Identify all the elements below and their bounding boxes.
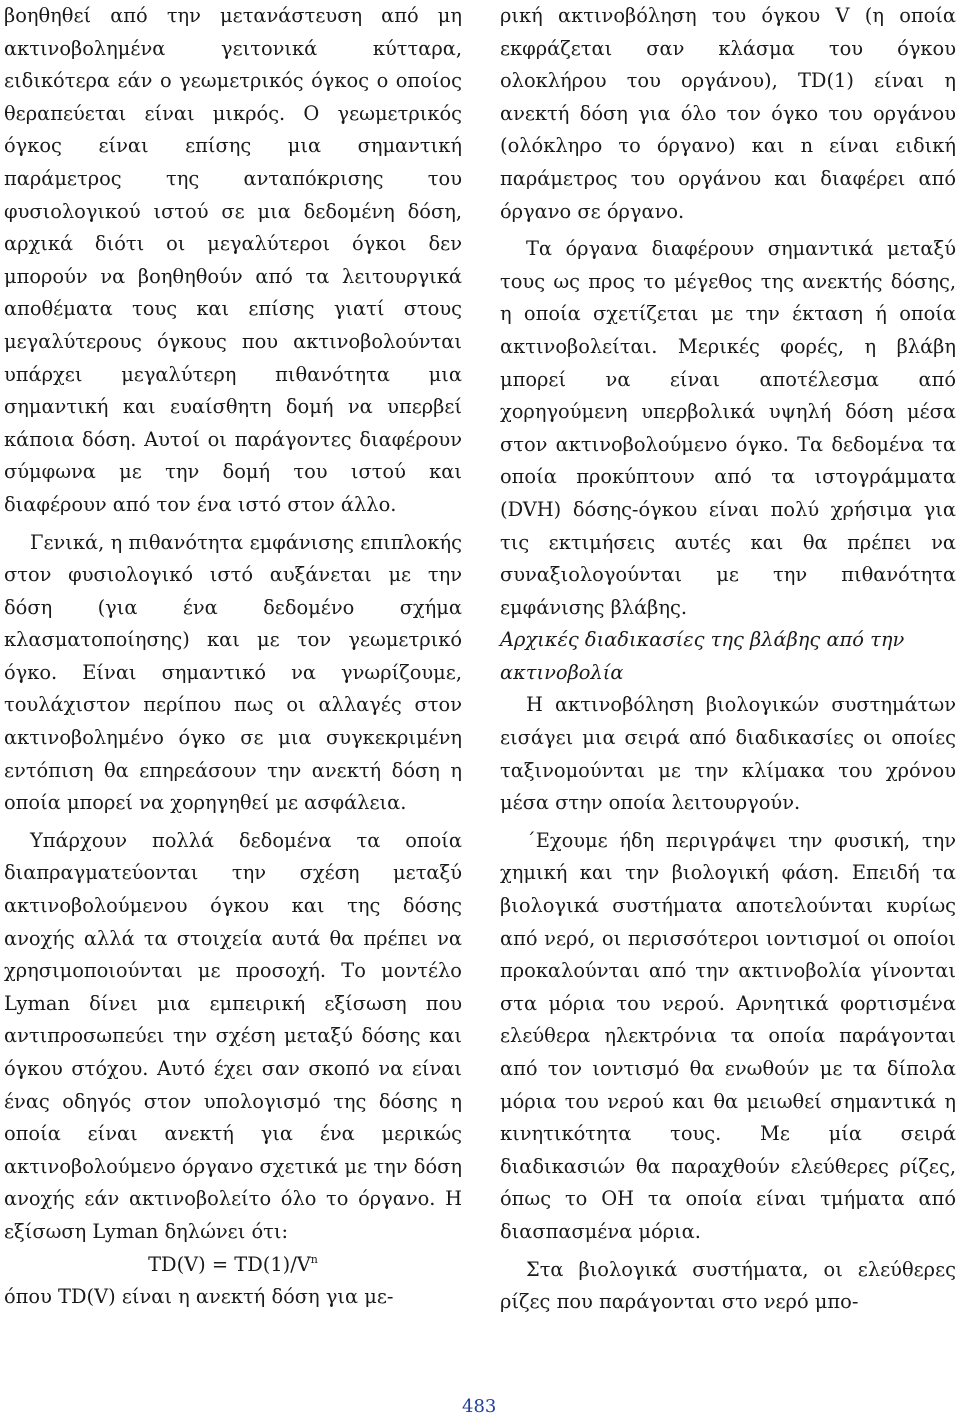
paragraph: βοηθηθεί από την μετανάστευση από μη ακτινοβολημένα γειτονικά κύτταρα, ειδικότερα εάν ο γεωμετρικός όγκος ο οποίος θεραπεύεται είναι μικρός. Ο γεωμετρικός όγκος είναι επίσης μια σημαντική παράμετρος της ανταπόκρισης του φυσιολογικού ιστού σε μια δεδομένη δόση, αρχικά διότι οι μεγαλύτεροι όγκοι δεν μπορούν να βοηθηθούν από τα λειτουργικά αποθέματα τους και επίσης γιατί στους μεγαλύτερους όγκους που ακτινοβολούνται υπάρχει μεγαλύτερη πιθανότητα μια σημαντική και ευαίσθητη δομή να υπερβεί κάποια δόση. Αυτοί οι παράγοντες διαφέρουν σύμφωνα με την δομή του ιστού και διαφέρουν από τον ένα ιστό στον άλλο. bbox=[4, 4, 462, 516]
paragraph: Στα βιολογικά συστήματα, οι ελεύθερες ρίζες που παράγονται στο νερό μπο- bbox=[500, 1257, 956, 1314]
equation-exponent: n bbox=[310, 1252, 318, 1266]
left-column bbox=[4, 0, 462, 1314]
paragraph: Υπάρχουν πολλά δεδομένα τα οποία διαπραγματεύονται την σχέση μεταξύ ακτινοβολούμενου όγκου και της δόσης ανοχής αλλά τα στοιχεία αυτά θα πρέπει να χρησιμοποιούνται με προσοχή. Το μοντέλο Lyman δίνει μια εμπειρική εξίσωση που αντιπροσωπεύει την σχέση μεταξύ δόσης και όγκου στόχου. Αυτό έχει σαν σκοπό να είναι ένας οδηγός στον υπολογισμό της δόσης η οποία είναι ανεκτή για ένα μερικώς ακτινοβολούμενο όργανο σχετικά με την δόση ανοχής εάν ακτινοβολείτο όλο το όργανο. Η εξίσωση Lyman δηλώνει ότι: bbox=[4, 828, 462, 1243]
paragraph: ΄Εχουμε ήδη περιγράψει την φυσική, την χημική και την βιολογική φάση. Επειδή τα βιολογικά συστήματα αποτελούνται κυρίως από νερό, οι περισσότεροι ιοντισμοί οι οποίοι προκαλούνται από την ακτινοβολία γίνονται στα μόρια του νερού. Αρνητικά φορτισμένα ελεύθερα ηλεκτρόνια τα οποία παράγονται από τον ιοντισμό θα ενωθούν με τα δίπολα μόρια του νερού και θα μειωθεί σημαντικά η κινητικότητα τους. Με μία σειρά διαδικασιών θα παραχθούν ελεύθερες ρίζες, όπως το ΟΗ τα οποία είναι τμήματα από διασπασμένα μόρια. bbox=[500, 828, 956, 1243]
right-column bbox=[500, 0, 956, 1319]
section-heading: Αρχικές διαδικασίες της βλάβης από την ακτινοβολία bbox=[500, 628, 905, 684]
equation-main: TD(V) = TD(1)/V bbox=[148, 1252, 311, 1276]
paragraph: Τα όργανα διαφέρουν σημαντικά μεταξύ τους ως προς το μέγεθος της ανεκτής δόσης, η οποία σχετίζεται με την έκταση ή οποία ακτινοβολείται. Μερικές φορές, η βλάβη μπορεί να είναι αποτέλεσμα από χορηγούμενη υπερβολικά υψηλή δόση μέσα στον ακτινοβολούμενο όγκο. Τα δεδομένα τα οποία προκύπτουν από τα ιστογράμματα (DVH) δόσης-όγκου είναι πολύ χρήσιμα για τις εκτιμήσεις αυτές και θα πρέπει να συναξιολογούνται με την πιθανότητα εμφάνισης βλάβης. bbox=[500, 237, 956, 619]
page-number: 483 bbox=[462, 1396, 497, 1417]
paragraph: Γενικά, η πιθανότητα εμφάνισης επιπλοκής στον φυσιολογικό ιστό αυξάνεται με την δόση (για ένα δεδομένο σχήμα κλασματοποίησης) και με τον γεωμετρικό όγκο. Είναι σημαντικό να γνωρίζουμε, τουλάχιστον περίπου πως οι αλλαγές στον ακτινοβολημένο όγκο σε μια συγκεκριμένη εντόπιση θα επηρεάσουν την ανεκτή δόση η οποία μπορεί να χορηγηθεί με ασφάλεια. bbox=[4, 530, 462, 815]
paragraph: όπου TD(V) είναι η ανεκτή δόση για με- bbox=[4, 1285, 394, 1309]
paragraph: ρική ακτινοβόληση του όγκου V (η οποία εκφράζεται σαν κλάσμα του όγκου ολοκλήρου του οργάνου), TD(1) είναι η ανεκτή δόση για όλο τον όγκο του οργάνου (ολόκληρο το όργανο) και n είναι ειδική παράμετρος του οργάνου και διαφέρει από όργανο σε όργανο. bbox=[500, 4, 956, 223]
lyman-equation bbox=[4, 1249, 462, 1282]
paragraph: Η ακτινοβόληση βιολογικών συστημάτων εισάγει μια σειρά από διαδικασίες οι οποίες ταξινομούνται με την κλίμακα του χρόνου μέσα στην οποία λειτουργούν. bbox=[500, 693, 956, 815]
